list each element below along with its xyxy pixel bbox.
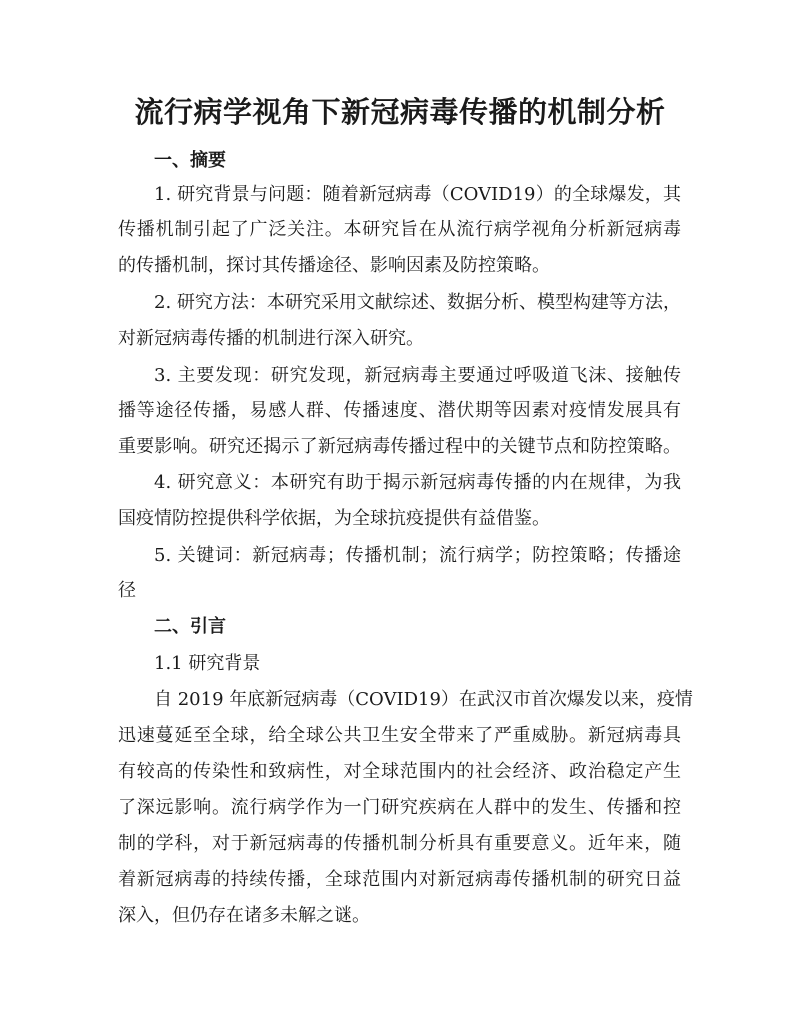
abstract-heading: 一、摘要 bbox=[154, 150, 226, 171]
introduction-paragraph-line-2: 迅速蔓延至全球，给全球公共卫生安全带来了严重威胁。新冠病毒具 bbox=[118, 725, 681, 746]
abstract-item-2-line-1: 2. 研究方法：本研究采用文献综述、数据分析、模型构建等方法， bbox=[154, 292, 681, 313]
document-title: 流行病学视角下新冠病毒传播的机制分析 bbox=[134, 95, 666, 129]
introduction-heading: 二、引言 bbox=[154, 616, 226, 637]
introduction-paragraph-line-7: 深入，但仍存在诸多未解之谜。 bbox=[118, 905, 370, 926]
abstract-item-1-line-3: 的传播机制，探讨其传播途径、影响因素及防控策略。 bbox=[118, 255, 550, 276]
abstract-item-5-line-2: 径 bbox=[118, 580, 136, 601]
introduction-paragraph-line-3: 有较高的传染性和致病性，对全球范围内的社会经济、政治稳定产生 bbox=[118, 761, 681, 782]
abstract-item-2-line-2: 对新冠病毒传播的机制进行深入研究。 bbox=[118, 328, 424, 349]
abstract-item-5-line-1: 5. 关键词：新冠病毒；传播机制；流行病学；防控策略；传播途 bbox=[154, 545, 681, 566]
abstract-item-3-line-2: 播等途径传播，易感人群、传播速度、潜伏期等因素对疫情发展具有 bbox=[118, 400, 681, 421]
abstract-item-3-line-1: 3. 主要发现：研究发现，新冠病毒主要通过呼吸道飞沫、接触传 bbox=[154, 365, 681, 386]
abstract-item-3-line-3: 重要影响。研究还揭示了新冠病毒传播过程中的关键节点和防控策略。 bbox=[118, 436, 681, 457]
introduction-paragraph-line-6: 着新冠病毒的持续传播，全球范围内对新冠病毒传播机制的研究日益 bbox=[118, 869, 681, 890]
abstract-item-1-line-2: 传播机制引起了广泛关注。本研究旨在从流行病学视角分析新冠病毒 bbox=[118, 219, 681, 240]
introduction-subheading: 1.1 研究背景 bbox=[154, 653, 261, 674]
abstract-item-1-line-1: 1. 研究背景与问题：随着新冠病毒（COVID19）的全球爆发，其 bbox=[154, 184, 681, 205]
introduction-paragraph-line-1: 自 2019 年底新冠病毒（COVID19）在武汉市首次爆发以来，疫情 bbox=[154, 689, 693, 710]
introduction-paragraph-line-4: 了深远影响。流行病学作为一门研究疾病在人群中的发生、传播和控 bbox=[118, 797, 681, 818]
abstract-item-4-line-1: 4. 研究意义：本研究有助于揭示新冠病毒传播的内在规律，为我 bbox=[154, 472, 681, 493]
abstract-item-4-line-2: 国疫情防控提供科学依据，为全球抗疫提供有益借鉴。 bbox=[118, 508, 550, 529]
introduction-paragraph-line-5: 制的学科，对于新冠病毒的传播机制分析具有重要意义。近年来，随 bbox=[118, 833, 681, 854]
